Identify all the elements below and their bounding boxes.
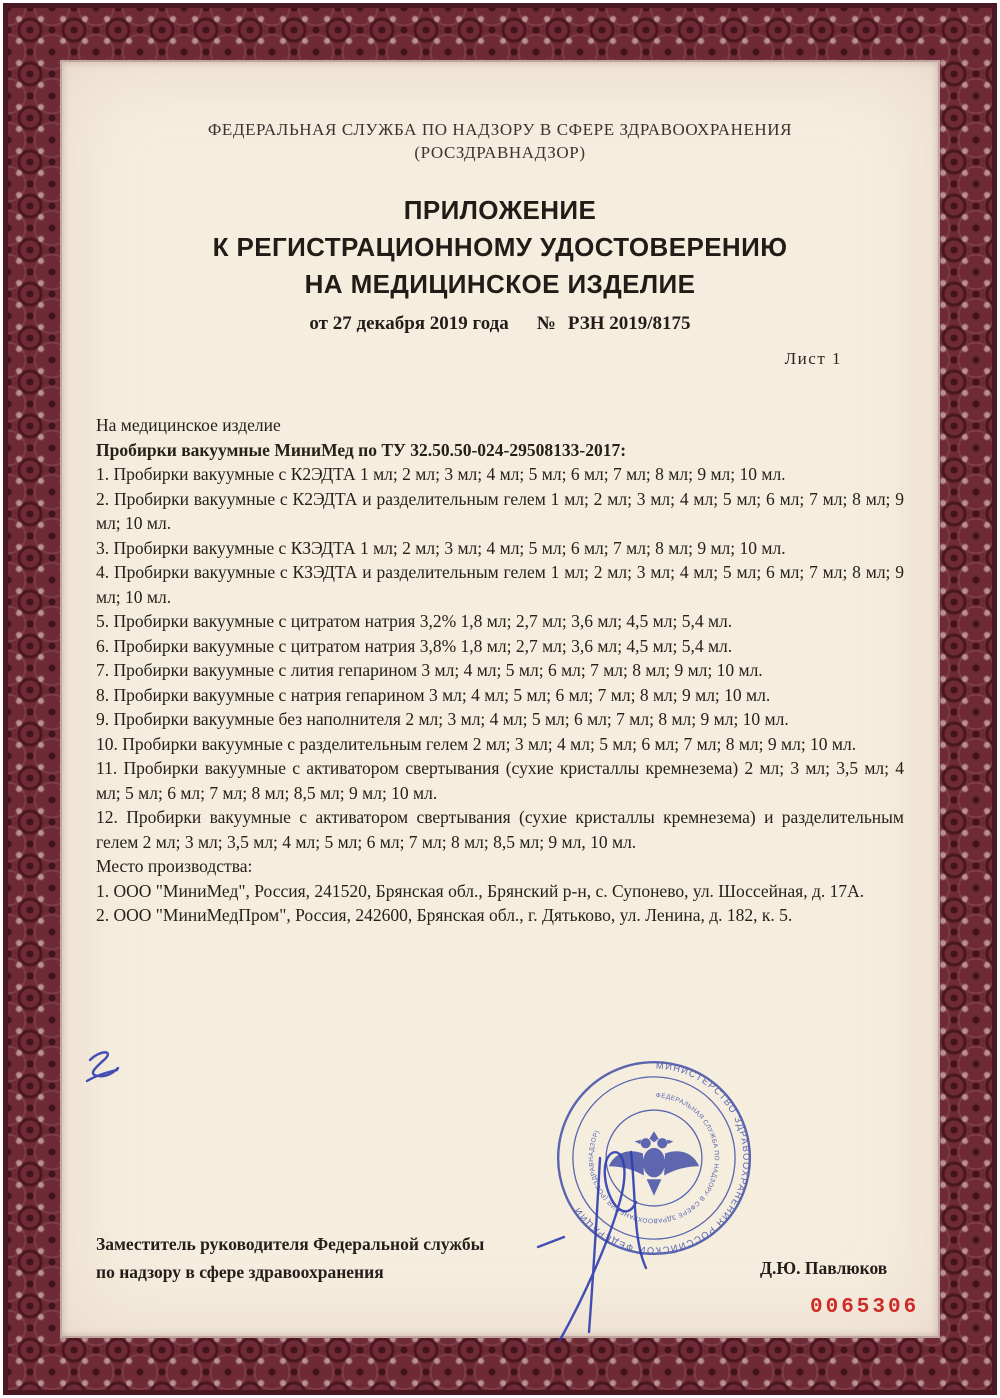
device-list-item: 6. Пробирки вакуумные с цитратом натрия 3,8% 1,8 мл; 2,7 мл; 3,6 мл; 4,5 мл; 5,4 мл. — [96, 635, 733, 656]
intro-line: На медицинское изделие — [96, 415, 281, 435]
issue-date: от 27 декабря 2019 года — [309, 313, 509, 334]
title-line-2: К РЕГИСТРАЦИОННОМУ УДОСТОВЕРЕНИЮ — [212, 232, 788, 262]
document-body — [96, 413, 904, 928]
device-list-item: 10. Пробирки вакуумные с разделительным гелем 2 мл; 3 мл; 4 мл; 5 мл; 6 мл; 7 мл; 8 мл; 9 мл; 10 мл. — [96, 733, 857, 754]
document-title — [96, 192, 904, 303]
device-list-item: 4. Пробирки вакуумные с КЗЭДТА и разделительным гелем 1 мл; 2 мл; 3 мл; 4 мл; 5 мл; 6 мл; 7 мл; 8 мл; 9 мл; 10 мл. — [96, 562, 904, 607]
device-list-item: 5. Пробирки вакуумные с цитратом натрия 3,2% 1,8 мл; 2,7 мл; 3,6 мл; 4,5 мл; 5,4 мл. — [96, 611, 733, 631]
agency-header — [96, 118, 904, 164]
stamp-ring-text-inner: ФЕДЕРАЛЬНАЯ СЛУЖБА ПО НАДЗОРУ В СФЕРЕ ЗДРАВООХРАНЕНИЯ (РОСЗДРАВНАДЗОР) — [588, 1092, 720, 1224]
device-list-item: 3. Пробирки вакуумные с КЗЭДТА 1 мл; 2 мл; 3 мл; 4 мл; 5 мл; 6 мл; 7 мл; 8 мл; 9 мл; 10 мл. — [96, 537, 786, 558]
production-heading: Место производства: — [96, 856, 253, 876]
stamp-ring-text-outer: МИНИСТЕРСТВО ЗДРАВООХРАНЕНИЯ РОССИЙСКОЙ ФЕДЕРАЦИИ — [571, 1060, 752, 1256]
agency-name: ФЕДЕРАЛЬНАЯ СЛУЖБА ПО НАДЗОРУ В СФЕРЕ ЗДРАВООХРАНЕНИЯ — [207, 120, 793, 139]
device-list-item: 1. Пробирки вакуумные с К2ЭДТА 1 мл; 2 мл; 3 мл; 4 мл; 5 мл; 6 мл; 7 мл; 8 мл; 9 мл; 10 мл. — [96, 464, 786, 484]
certificate-paper — [60, 60, 940, 1338]
device-list-item: 2. Пробирки вакуумные с К2ЭДТА и разделительным гелем 1 мл; 2 мл; 3 мл; 4 мл; 5 мл; 6 мл; 7 мл; 8 мл; 9 мл; 10 мл. — [96, 488, 904, 533]
device-list-item: 12. Пробирки вакуумные с активатором свертывания (сухие кристаллы кремнезема) и разделительным гелем 2 мл; 3 мл; 3,5 мл; 4 мл; 5 мл; 6 мл; 7 мл; 8 мл; 8,5 мл; 9 мл, 10 мл. — [96, 807, 904, 852]
agency-short-name: (РОСЗДРАВНАДЗОР) — [414, 143, 586, 162]
title-line-1: ПРИЛОЖЕНИЕ — [403, 195, 597, 225]
signer-title-line-2: по надзору в сфере здравоохранения — [96, 1262, 384, 1282]
signer-title-block — [96, 1230, 484, 1286]
sheet-number: Лист 1 — [784, 349, 842, 368]
device-list-item: 7. Пробирки вакуумные с лития гепарином 3 мл; 4 мл; 5 мл; 6 мл; 7 мл; 8 мл; 9 мл; 10 мл. — [96, 660, 763, 680]
date-and-number-line — [96, 313, 904, 335]
device-list-item: 8. Пробирки вакуумные с натрия гепарином 3 мл; 4 мл; 5 мл; 6 мл; 7 мл; 8 мл; 9 мл; 10 мл. — [96, 684, 771, 705]
double-headed-eagle-emblem — [609, 1131, 699, 1196]
device-list-item: 11. Пробирки вакуумные с активатором свертывания (сухие кристаллы кремнезема) 2 мл; 3 мл; 3,5 мл; 4 мл; 5 мл; 6 мл; 7 мл; 8 мл; 8,5 мл; 9 мл; 10 мл. — [96, 758, 904, 803]
serial-number: 0065306 — [810, 1296, 920, 1319]
number-sign: № — [536, 313, 556, 334]
signer-title-line-1: Заместитель руководителя Федеральной службы — [96, 1234, 485, 1254]
signer-name: Д.Ю. Павлюков — [760, 1258, 888, 1278]
device-list-item: 9. Пробирки вакуумные без наполнителя 2 мл; 3 мл; 4 мл; 5 мл; 6 мл; 7 мл; 8 мл; 9 мл; 10 мл. — [96, 709, 789, 729]
registration-number: РЗН 2019/8175 — [567, 313, 691, 334]
production-site: 2. ООО "МиниМедПром", Россия, 242600, Брянская обл., г. Дятьково, ул. Ленина, д. 182, к. 5. — [96, 905, 793, 925]
product-name-line: Пробирки вакуумные МиниМед по ТУ 32.50.50-024-29508133-2017: — [96, 439, 627, 460]
title-line-3: НА МЕДИЦИНСКОЕ ИЗДЕЛИЕ — [304, 269, 696, 299]
official-stamp — [548, 1052, 760, 1264]
production-site: 1. ООО "МиниМед", Россия, 241520, Брянская обл., Брянский р-н, с. Супонево, ул. Шоссейная, д. 17А. — [96, 880, 865, 901]
